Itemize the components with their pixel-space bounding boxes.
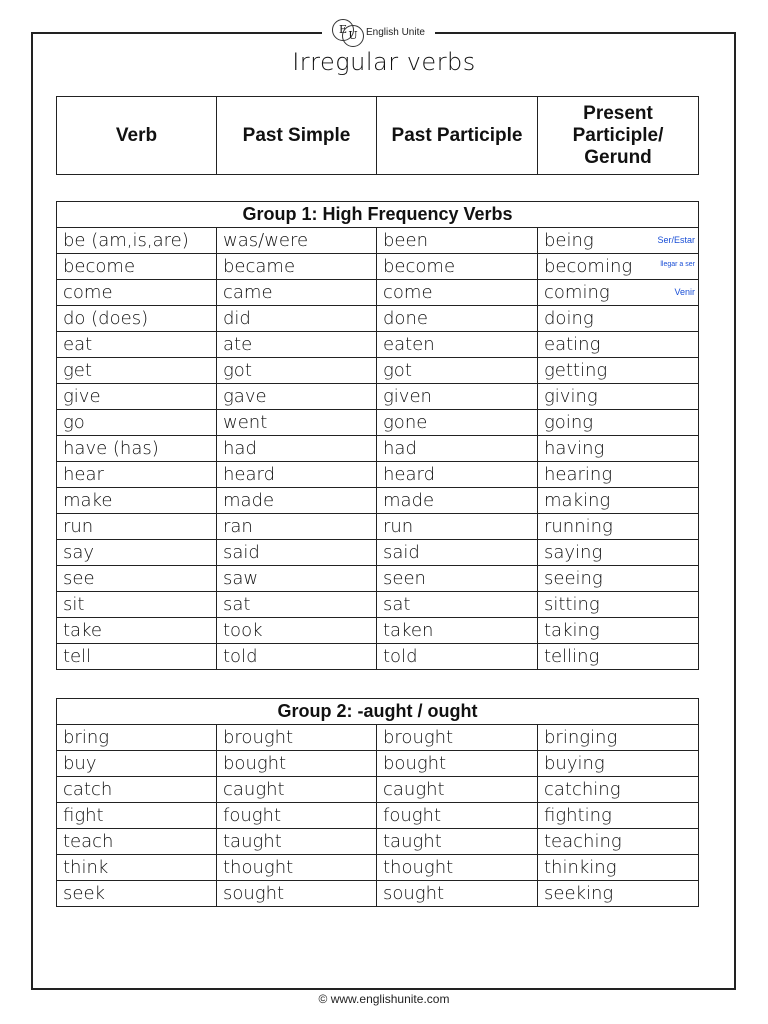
table-cell — [57, 566, 217, 592]
table-cell — [57, 332, 217, 358]
table-row — [57, 306, 699, 332]
table-cell — [538, 725, 699, 751]
cell-text: fought — [223, 805, 282, 826]
cell-text: seek — [63, 883, 105, 904]
cell-text: sought — [383, 883, 445, 904]
brand-name: English Unite — [366, 26, 425, 38]
table-cell — [217, 644, 377, 670]
table-cell — [217, 514, 377, 540]
header-past-simple: Past Simple — [217, 97, 377, 175]
table-cell — [217, 881, 377, 907]
cell-text: said — [223, 542, 260, 563]
cell-text: caught — [223, 779, 285, 800]
table-cell — [217, 777, 377, 803]
cell-text: think — [63, 857, 109, 878]
table-cell — [538, 881, 699, 907]
table-cell — [377, 618, 538, 644]
table-cell — [57, 725, 217, 751]
table-row — [57, 358, 699, 384]
table-cell — [57, 384, 217, 410]
table-cell — [217, 462, 377, 488]
cell-text: buy — [63, 753, 97, 774]
cell-text: fighting — [544, 805, 612, 826]
group1-table — [56, 201, 699, 670]
cell-text: was/were — [223, 230, 309, 251]
table-cell — [57, 618, 217, 644]
table-row — [57, 436, 699, 462]
table-cell — [217, 358, 377, 384]
table-cell — [538, 566, 699, 592]
table-cell — [217, 829, 377, 855]
table-cell — [538, 644, 699, 670]
cell-text: brought — [223, 727, 294, 748]
cell-text: taken — [383, 620, 434, 641]
page-title: Irregular verbs — [292, 48, 476, 76]
group1-title: Group 1: High Frequency Verbs — [57, 202, 699, 228]
table-cell — [538, 803, 699, 829]
cell-text: made — [223, 490, 275, 511]
table-cell — [538, 280, 699, 306]
table-row — [57, 540, 699, 566]
cell-text: giving — [544, 386, 598, 407]
table-row — [57, 751, 699, 777]
table-cell — [538, 436, 699, 462]
table-cell — [377, 803, 538, 829]
table-cell — [538, 618, 699, 644]
table-cell — [538, 777, 699, 803]
cell-text: come — [63, 282, 113, 303]
cell-text: coming — [544, 282, 610, 303]
table-cell — [217, 228, 377, 254]
table-cell — [538, 254, 699, 280]
cell-text: caught — [383, 779, 445, 800]
cell-text: sat — [223, 594, 251, 615]
table-cell — [57, 280, 217, 306]
cell-text: went — [223, 412, 268, 433]
table-cell — [538, 332, 699, 358]
cell-text: saw — [223, 568, 259, 589]
cell-text: give — [63, 386, 101, 407]
table-cell — [217, 332, 377, 358]
table-cell — [377, 514, 538, 540]
table-row — [57, 514, 699, 540]
table-cell — [57, 777, 217, 803]
table-cell — [57, 436, 217, 462]
table-cell — [377, 644, 538, 670]
table-cell — [377, 384, 538, 410]
table-cell — [57, 803, 217, 829]
table-cell — [217, 566, 377, 592]
cell-text: come — [383, 282, 433, 303]
logo-icon: E U — [332, 19, 362, 45]
cell-text: going — [544, 412, 594, 433]
table-row — [57, 777, 699, 803]
cell-text: made — [383, 490, 435, 511]
table-cell — [217, 436, 377, 462]
cell-text: teach — [63, 831, 114, 852]
table-cell — [377, 488, 538, 514]
cell-text: ran — [223, 516, 253, 537]
cell-text: taking — [544, 620, 600, 641]
table-cell — [377, 280, 538, 306]
header-verb: Verb — [57, 97, 217, 175]
table-cell — [217, 306, 377, 332]
cell-text: become — [383, 256, 456, 277]
table-row — [57, 228, 699, 254]
cell-text: eat — [63, 334, 93, 355]
cell-text: bought — [223, 753, 287, 774]
table-cell — [377, 436, 538, 462]
cell-text: got — [383, 360, 412, 381]
table-cell — [57, 410, 217, 436]
cell-text: catch — [63, 779, 113, 800]
table-cell — [538, 751, 699, 777]
table-cell — [377, 829, 538, 855]
cell-text: had — [223, 438, 257, 459]
table-row — [57, 881, 699, 907]
table-row — [57, 410, 699, 436]
cell-text: run — [383, 516, 414, 537]
table-cell — [217, 280, 377, 306]
cell-text: bringing — [544, 727, 618, 748]
header-table — [56, 96, 699, 175]
table-cell — [217, 855, 377, 881]
table-cell — [538, 384, 699, 410]
cell-text: taught — [223, 831, 282, 852]
table-cell — [377, 462, 538, 488]
cell-text: done — [383, 308, 428, 329]
table-cell — [217, 725, 377, 751]
table-cell — [57, 514, 217, 540]
cell-text: thinking — [544, 857, 617, 878]
table-cell — [217, 803, 377, 829]
table-row — [57, 592, 699, 618]
cell-text: become — [63, 256, 136, 277]
cell-text: sought — [223, 883, 285, 904]
cell-text: ate — [223, 334, 253, 355]
table-cell — [377, 777, 538, 803]
cell-text: teaching — [544, 831, 622, 852]
table-cell — [57, 855, 217, 881]
table-cell — [377, 254, 538, 280]
table-cell — [57, 881, 217, 907]
cell-text: thought — [383, 857, 454, 878]
cell-text: doing — [544, 308, 594, 329]
table-row — [57, 829, 699, 855]
table-cell — [217, 592, 377, 618]
table-cell — [377, 410, 538, 436]
table-cell — [57, 228, 217, 254]
cell-text: thought — [223, 857, 294, 878]
cell-text: came — [223, 282, 273, 303]
cell-text: gave — [223, 386, 267, 407]
table-cell — [57, 751, 217, 777]
cell-text: make — [63, 490, 113, 511]
cell-text: being — [544, 230, 594, 251]
cell-text: told — [383, 646, 418, 667]
footer-copyright: © www.englishunite.com — [318, 992, 450, 1006]
table-cell — [538, 514, 699, 540]
table-cell — [57, 254, 217, 280]
table-cell — [538, 410, 699, 436]
table-cell — [538, 592, 699, 618]
table-row — [57, 332, 699, 358]
table-cell — [538, 829, 699, 855]
header-past-participle: Past Participle — [377, 97, 538, 175]
cell-text: gone — [383, 412, 428, 433]
cell-text: heard — [383, 464, 436, 485]
cell-text: take — [63, 620, 102, 641]
table-cell — [377, 566, 538, 592]
table-cell — [217, 618, 377, 644]
brand-logo — [322, 18, 435, 46]
cell-text: go — [63, 412, 85, 433]
cell-text: sitting — [544, 594, 600, 615]
translation-note: llegar a ser — [660, 261, 695, 268]
cell-text: be (am,is,are) — [63, 230, 189, 251]
cell-text: catching — [544, 779, 621, 800]
cell-text: sit — [63, 594, 85, 615]
table-cell — [538, 855, 699, 881]
table-cell — [377, 306, 538, 332]
table-cell — [377, 332, 538, 358]
cell-text: fought — [383, 805, 442, 826]
cell-text: been — [383, 230, 428, 251]
cell-text: making — [544, 490, 611, 511]
table-row — [57, 725, 699, 751]
cell-text: hearing — [544, 464, 613, 485]
table-row — [57, 644, 699, 670]
table-row — [57, 254, 699, 280]
cell-text: saying — [544, 542, 603, 563]
cell-text: get — [63, 360, 92, 381]
cell-text: heard — [223, 464, 276, 485]
table-cell — [377, 725, 538, 751]
cell-text: eaten — [383, 334, 435, 355]
cell-text: have (has) — [63, 438, 159, 459]
cell-text: did — [223, 308, 251, 329]
table-cell — [377, 881, 538, 907]
cell-text: having — [544, 438, 605, 459]
translation-note: Ser/Estar — [657, 235, 695, 245]
table-row — [57, 384, 699, 410]
table-cell — [217, 254, 377, 280]
header-present-participle: Present Participle/ Gerund — [538, 97, 699, 175]
cell-text: brought — [383, 727, 454, 748]
table-cell — [57, 306, 217, 332]
cell-text: told — [223, 646, 258, 667]
cell-text: hear — [63, 464, 104, 485]
cell-text: see — [63, 568, 95, 589]
table-row — [57, 618, 699, 644]
cell-text: tell — [63, 646, 92, 667]
table-cell — [538, 540, 699, 566]
table-row — [57, 566, 699, 592]
table-cell — [217, 540, 377, 566]
header-row — [57, 97, 699, 175]
cell-text: running — [544, 516, 613, 537]
table-cell — [57, 592, 217, 618]
table-cell — [217, 751, 377, 777]
cell-text: seeking — [544, 883, 614, 904]
table-cell — [377, 751, 538, 777]
cell-text: had — [383, 438, 417, 459]
cell-text: telling — [544, 646, 600, 667]
table-cell — [377, 592, 538, 618]
cell-text: becoming — [544, 256, 633, 277]
table-cell — [57, 540, 217, 566]
cell-text: eating — [544, 334, 601, 355]
cell-text: do (does) — [63, 308, 149, 329]
table-cell — [57, 644, 217, 670]
table-row — [57, 462, 699, 488]
cell-text: got — [223, 360, 252, 381]
table-cell — [538, 358, 699, 384]
cell-text: seeing — [544, 568, 603, 589]
cell-text: getting — [544, 360, 608, 381]
table-row — [57, 855, 699, 881]
table-cell — [538, 462, 699, 488]
cell-text: became — [223, 256, 296, 277]
cell-text: bought — [383, 753, 447, 774]
cell-text: say — [63, 542, 95, 563]
cell-text: buying — [544, 753, 605, 774]
cell-text: took — [223, 620, 263, 641]
table-cell — [217, 410, 377, 436]
table-cell — [377, 855, 538, 881]
table-cell — [57, 488, 217, 514]
table-cell — [377, 540, 538, 566]
table-cell — [57, 358, 217, 384]
table-cell — [57, 829, 217, 855]
cell-text: seen — [383, 568, 426, 589]
group2-title: Group 2: -aught / ought — [57, 699, 699, 725]
table-row — [57, 280, 699, 306]
table-row — [57, 488, 699, 514]
table-cell — [57, 462, 217, 488]
table-cell — [538, 228, 699, 254]
cell-text: sat — [383, 594, 411, 615]
table-cell — [538, 488, 699, 514]
cell-text: bring — [63, 727, 110, 748]
cell-text: run — [63, 516, 94, 537]
cell-text: taught — [383, 831, 442, 852]
group2-table — [56, 698, 699, 907]
translation-note: Venir — [674, 287, 695, 297]
table-cell — [217, 488, 377, 514]
cell-text: said — [383, 542, 420, 563]
table-cell — [217, 384, 377, 410]
table-row — [57, 803, 699, 829]
table-cell — [538, 306, 699, 332]
table-cell — [377, 228, 538, 254]
table-cell — [377, 358, 538, 384]
cell-text: given — [383, 386, 432, 407]
cell-text: fight — [63, 805, 104, 826]
